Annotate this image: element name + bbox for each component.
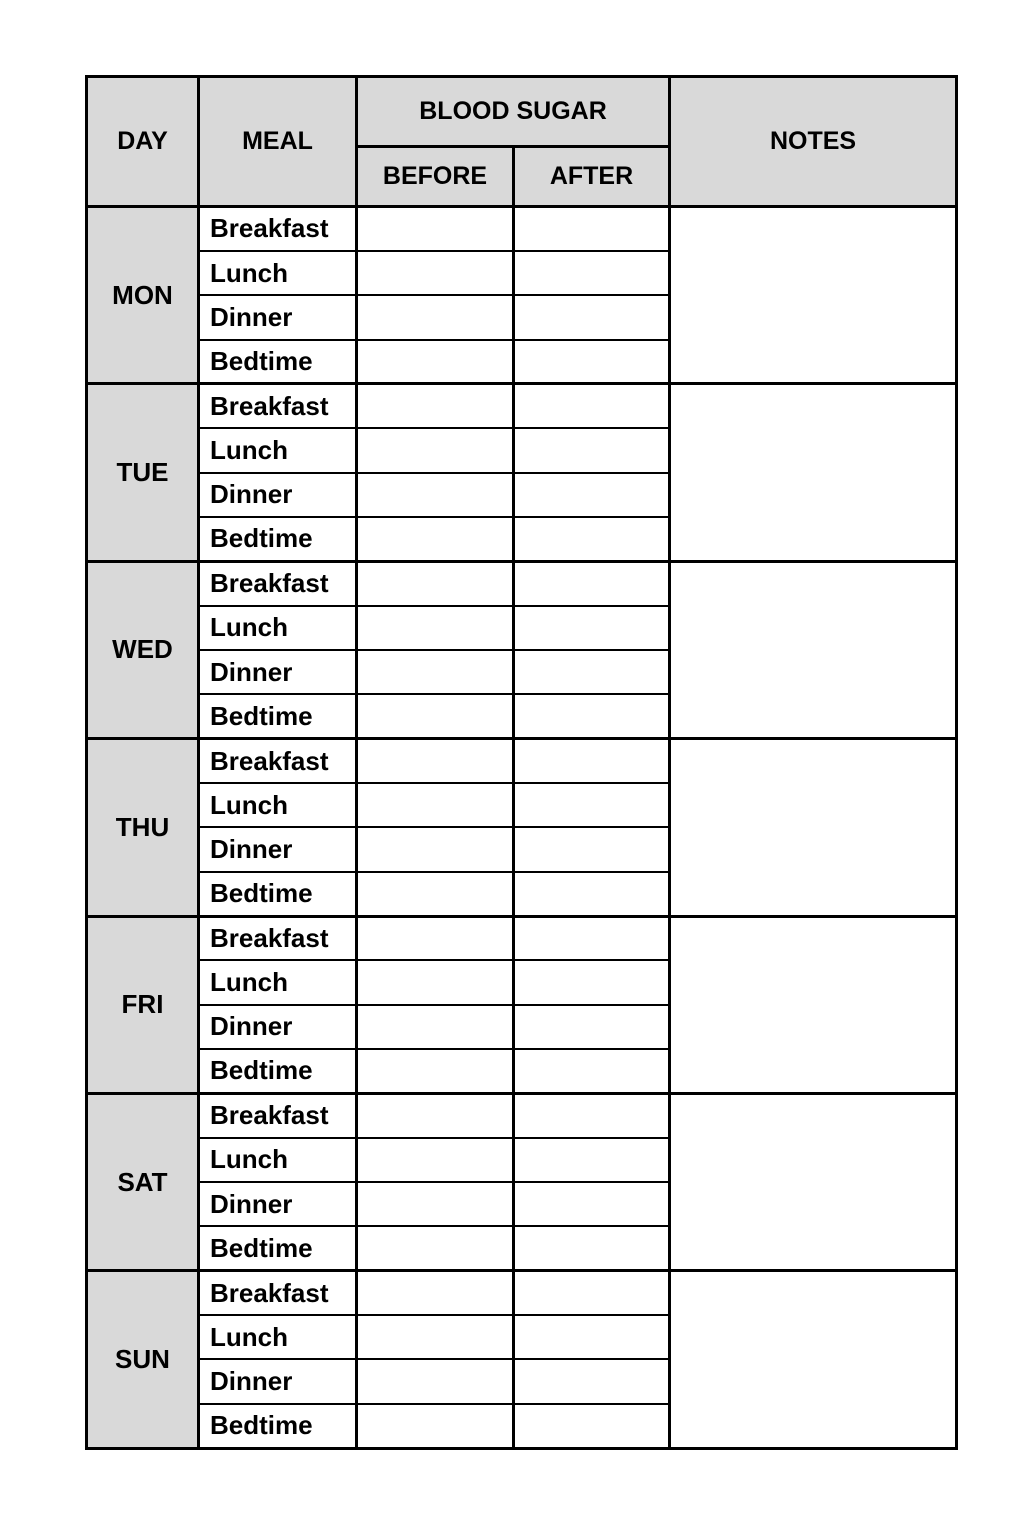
log-row-wed-breakfast bbox=[87, 561, 957, 605]
day-cell-wed: WED bbox=[87, 561, 199, 738]
after-entry-thu-bedtime[interactable] bbox=[514, 872, 670, 916]
meal-cell-sun-breakfast: Breakfast bbox=[199, 1271, 357, 1315]
before-entry-wed-dinner[interactable] bbox=[357, 650, 514, 694]
meal-cell-sat-dinner: Dinner bbox=[199, 1182, 357, 1226]
after-entry-thu-breakfast[interactable] bbox=[514, 739, 670, 783]
meal-cell-fri-lunch: Lunch bbox=[199, 960, 357, 1004]
after-entry-fri-dinner[interactable] bbox=[514, 1005, 670, 1049]
day-cell-fri: FRI bbox=[87, 916, 199, 1093]
before-entry-fri-breakfast[interactable] bbox=[357, 916, 514, 960]
notes-entry-wed[interactable] bbox=[670, 561, 957, 738]
log-row-fri-breakfast bbox=[87, 916, 957, 960]
meal-cell-sun-dinner: Dinner bbox=[199, 1359, 357, 1403]
meal-cell-wed-bedtime: Bedtime bbox=[199, 694, 357, 738]
before-column-header: BEFORE bbox=[357, 147, 514, 207]
meal-cell-tue-bedtime: Bedtime bbox=[199, 517, 357, 561]
meal-cell-sun-lunch: Lunch bbox=[199, 1315, 357, 1359]
meal-cell-thu-bedtime: Bedtime bbox=[199, 872, 357, 916]
meal-column-header: MEAL bbox=[199, 77, 357, 207]
after-entry-wed-breakfast[interactable] bbox=[514, 561, 670, 605]
before-entry-tue-dinner[interactable] bbox=[357, 473, 514, 517]
after-entry-fri-lunch[interactable] bbox=[514, 960, 670, 1004]
before-entry-wed-lunch[interactable] bbox=[357, 606, 514, 650]
notes-entry-mon[interactable] bbox=[670, 207, 957, 384]
meal-cell-mon-breakfast: Breakfast bbox=[199, 207, 357, 251]
after-column-header: AFTER bbox=[514, 147, 670, 207]
after-entry-tue-dinner[interactable] bbox=[514, 473, 670, 517]
before-entry-tue-bedtime[interactable] bbox=[357, 517, 514, 561]
after-entry-sat-breakfast[interactable] bbox=[514, 1093, 670, 1137]
before-entry-mon-dinner[interactable] bbox=[357, 295, 514, 339]
log-row-sun-breakfast bbox=[87, 1271, 957, 1315]
after-entry-sun-lunch[interactable] bbox=[514, 1315, 670, 1359]
after-entry-sat-bedtime[interactable] bbox=[514, 1226, 670, 1270]
meal-cell-thu-dinner: Dinner bbox=[199, 827, 357, 871]
day-cell-tue: TUE bbox=[87, 384, 199, 561]
before-entry-thu-lunch[interactable] bbox=[357, 783, 514, 827]
meal-cell-mon-bedtime: Bedtime bbox=[199, 340, 357, 384]
after-entry-mon-dinner[interactable] bbox=[514, 295, 670, 339]
notes-entry-tue[interactable] bbox=[670, 384, 957, 561]
after-entry-thu-dinner[interactable] bbox=[514, 827, 670, 871]
after-entry-sun-dinner[interactable] bbox=[514, 1359, 670, 1403]
after-entry-wed-bedtime[interactable] bbox=[514, 694, 670, 738]
before-entry-sat-dinner[interactable] bbox=[357, 1182, 514, 1226]
meal-cell-fri-bedtime: Bedtime bbox=[199, 1049, 357, 1093]
before-entry-sun-lunch[interactable] bbox=[357, 1315, 514, 1359]
day-cell-sat: SAT bbox=[87, 1093, 199, 1270]
after-entry-mon-lunch[interactable] bbox=[514, 251, 670, 295]
meal-cell-sat-bedtime: Bedtime bbox=[199, 1226, 357, 1270]
before-entry-sun-breakfast[interactable] bbox=[357, 1271, 514, 1315]
before-entry-sun-bedtime[interactable] bbox=[357, 1404, 514, 1449]
log-row-sat-breakfast bbox=[87, 1093, 957, 1137]
before-entry-wed-breakfast[interactable] bbox=[357, 561, 514, 605]
before-entry-fri-dinner[interactable] bbox=[357, 1005, 514, 1049]
day-column-header: DAY bbox=[87, 77, 199, 207]
meal-cell-sat-lunch: Lunch bbox=[199, 1138, 357, 1182]
before-entry-sat-bedtime[interactable] bbox=[357, 1226, 514, 1270]
before-entry-thu-bedtime[interactable] bbox=[357, 872, 514, 916]
meal-cell-wed-dinner: Dinner bbox=[199, 650, 357, 694]
before-entry-fri-bedtime[interactable] bbox=[357, 1049, 514, 1093]
after-entry-sun-bedtime[interactable] bbox=[514, 1404, 670, 1449]
after-entry-thu-lunch[interactable] bbox=[514, 783, 670, 827]
notes-entry-thu[interactable] bbox=[670, 739, 957, 916]
before-entry-thu-dinner[interactable] bbox=[357, 827, 514, 871]
before-entry-tue-breakfast[interactable] bbox=[357, 384, 514, 428]
after-entry-wed-lunch[interactable] bbox=[514, 606, 670, 650]
after-entry-tue-bedtime[interactable] bbox=[514, 517, 670, 561]
before-entry-tue-lunch[interactable] bbox=[357, 428, 514, 472]
log-row-thu-breakfast bbox=[87, 739, 957, 783]
before-entry-sat-breakfast[interactable] bbox=[357, 1093, 514, 1137]
meal-cell-thu-lunch: Lunch bbox=[199, 783, 357, 827]
before-entry-fri-lunch[interactable] bbox=[357, 960, 514, 1004]
notes-column-header: NOTES bbox=[670, 77, 957, 207]
before-entry-sat-lunch[interactable] bbox=[357, 1138, 514, 1182]
after-entry-fri-breakfast[interactable] bbox=[514, 916, 670, 960]
log-table-body bbox=[87, 207, 957, 1449]
meal-cell-sun-bedtime: Bedtime bbox=[199, 1404, 357, 1449]
after-entry-sun-breakfast[interactable] bbox=[514, 1271, 670, 1315]
meal-cell-tue-breakfast: Breakfast bbox=[199, 384, 357, 428]
meal-cell-sat-breakfast: Breakfast bbox=[199, 1093, 357, 1137]
notes-entry-fri[interactable] bbox=[670, 916, 957, 1093]
after-entry-tue-breakfast[interactable] bbox=[514, 384, 670, 428]
meal-cell-mon-lunch: Lunch bbox=[199, 251, 357, 295]
log-row-mon-breakfast bbox=[87, 207, 957, 251]
before-entry-mon-breakfast[interactable] bbox=[357, 207, 514, 251]
after-entry-wed-dinner[interactable] bbox=[514, 650, 670, 694]
after-entry-fri-bedtime[interactable] bbox=[514, 1049, 670, 1093]
before-entry-mon-lunch[interactable] bbox=[357, 251, 514, 295]
notes-entry-sat[interactable] bbox=[670, 1093, 957, 1270]
after-entry-mon-bedtime[interactable] bbox=[514, 340, 670, 384]
meal-cell-fri-breakfast: Breakfast bbox=[199, 916, 357, 960]
meal-cell-thu-breakfast: Breakfast bbox=[199, 739, 357, 783]
meal-cell-fri-dinner: Dinner bbox=[199, 1005, 357, 1049]
meal-cell-wed-lunch: Lunch bbox=[199, 606, 357, 650]
meal-cell-wed-breakfast: Breakfast bbox=[199, 561, 357, 605]
before-entry-sun-dinner[interactable] bbox=[357, 1359, 514, 1403]
before-entry-mon-bedtime[interactable] bbox=[357, 340, 514, 384]
table-header bbox=[87, 77, 957, 207]
before-entry-thu-breakfast[interactable] bbox=[357, 739, 514, 783]
meal-cell-tue-dinner: Dinner bbox=[199, 473, 357, 517]
after-entry-tue-lunch[interactable] bbox=[514, 428, 670, 472]
meal-cell-tue-lunch: Lunch bbox=[199, 428, 357, 472]
after-entry-sat-lunch[interactable] bbox=[514, 1138, 670, 1182]
after-entry-sat-dinner[interactable] bbox=[514, 1182, 670, 1226]
day-cell-sun: SUN bbox=[87, 1271, 199, 1449]
day-cell-thu: THU bbox=[87, 739, 199, 916]
before-entry-wed-bedtime[interactable] bbox=[357, 694, 514, 738]
after-entry-mon-breakfast[interactable] bbox=[514, 207, 670, 251]
day-cell-mon: MON bbox=[87, 207, 199, 384]
blood-sugar-log-table bbox=[85, 75, 958, 1450]
log-row-tue-breakfast bbox=[87, 384, 957, 428]
notes-entry-sun[interactable] bbox=[670, 1271, 957, 1449]
blood-sugar-column-header: BLOOD SUGAR bbox=[357, 77, 670, 147]
meal-cell-mon-dinner: Dinner bbox=[199, 295, 357, 339]
